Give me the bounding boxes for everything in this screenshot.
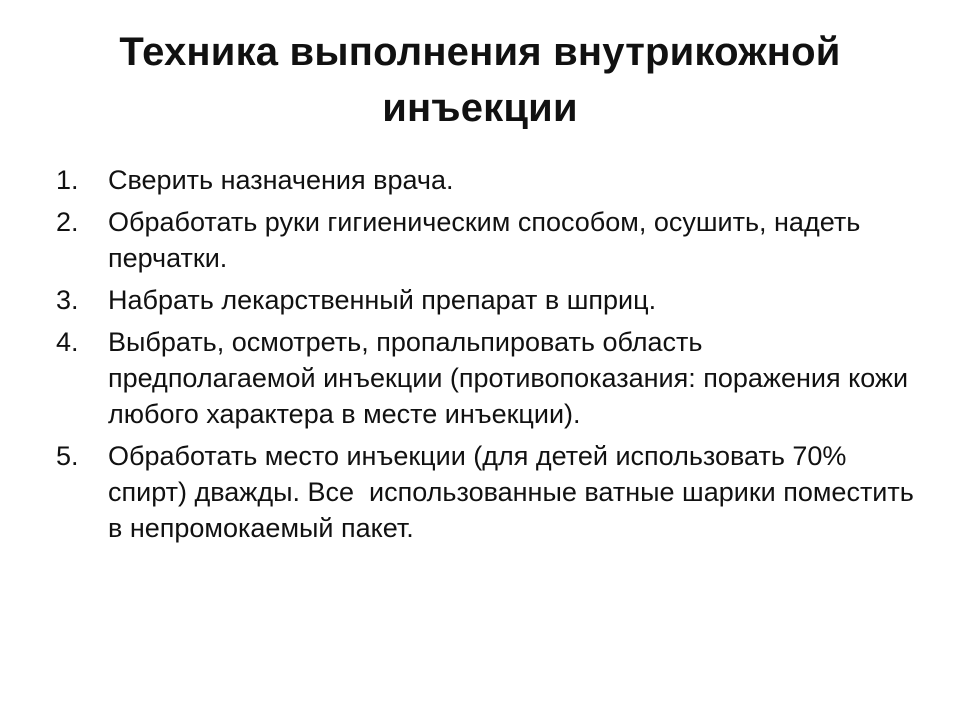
step-number: 5. <box>56 441 79 471</box>
step-text: Обработать место инъекции (для детей использовать 70% спирт) дважды. Все использованные ватные шарики поместить в непромокаемый пакет. <box>108 441 922 543</box>
list-item <box>56 162 916 198</box>
step-number: 4. <box>56 327 79 357</box>
step-text: Обработать руки гигиеническим способом, осушить, надеть перчатки. <box>108 207 868 273</box>
slide-title: Техника выполнения внутрикожной инъекции <box>119 30 841 130</box>
steps-list <box>56 162 922 552</box>
list-item <box>56 282 916 318</box>
list-item <box>56 324 916 432</box>
step-number: 1. <box>56 165 79 195</box>
list-item <box>56 204 916 276</box>
list-item <box>56 438 922 546</box>
step-number: 2. <box>56 207 79 237</box>
step-text: Набрать лекарственный препарат в шприц. <box>108 285 657 315</box>
step-number: 3. <box>56 285 79 315</box>
step-text: Выбрать, осмотреть, пропальпировать область предполагаемой инъекции (противопоказания: поражения кожи любого характера в месте инъекции). <box>108 327 916 429</box>
step-text: Сверить назначения врача. <box>108 165 454 195</box>
